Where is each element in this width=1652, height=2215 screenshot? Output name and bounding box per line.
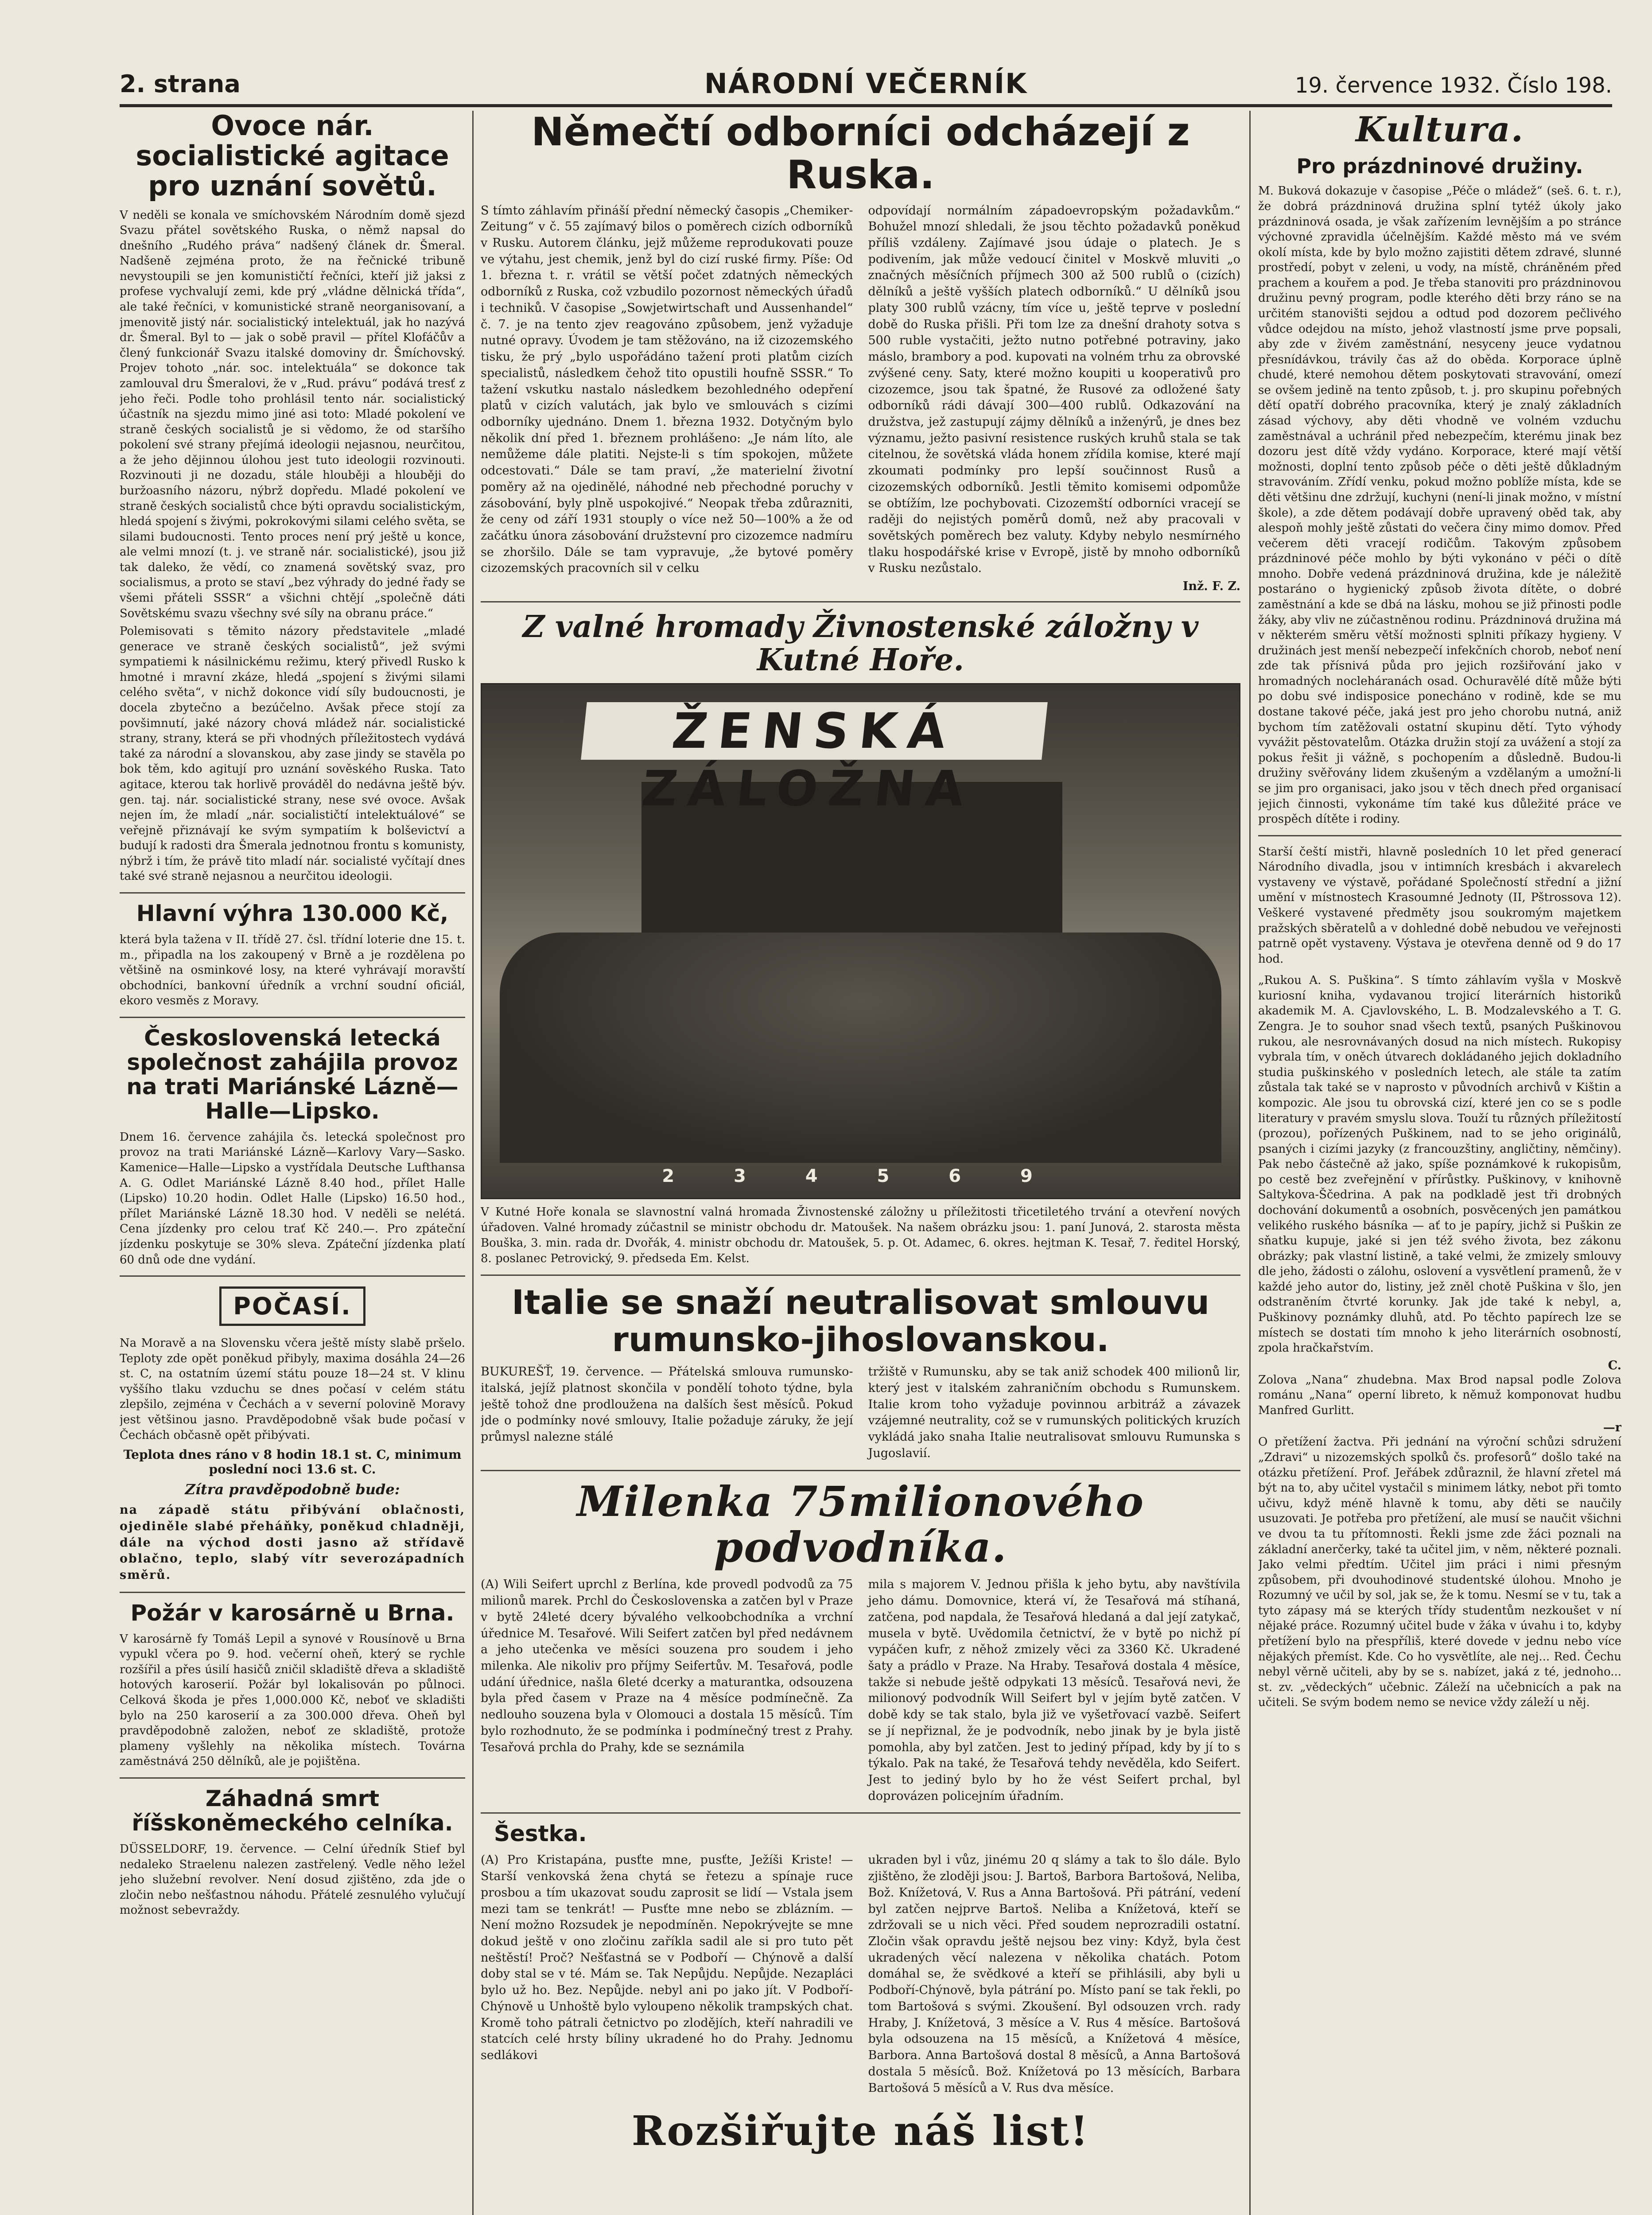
left-column <box>120 111 465 2215</box>
article-title: Požár v karosárně u Brna. <box>130 1600 455 1626</box>
divider <box>120 1017 465 1018</box>
author-signature: Inž. F. Z. <box>1182 579 1240 594</box>
article-text: V karosárně fy Tomáš Lepil a synové v Rousínově u Brna vypukl včera po 9. hod. večerní oheň, který se rychle rozšířil a přes úsilí hasičů zničil skladiště dřeva a skladiště hotových karoserií. Požár byl lokalisován po půlnoci. Celková škoda je přes 1,000.000 Kč, neboť ve skladišti bylo na 250 karoserií a za 300.000 dřeva. Oheň byl pravděpodobně založen, neboť ze skladiště, protože plameny vyšlehly na několika místech. Továrna zaměstnává 250 dělníků, ale je pojištěna. <box>120 1632 465 1768</box>
column-divider <box>472 111 474 2215</box>
newspaper-title: NÁRODNÍ VEČERNÍK <box>704 67 1028 100</box>
article-text: Dnem 16. července zahájila čs. letecká společnost pro provoz na trati Mariánské Lázně—Karlovy Vary—Sasko. Kamenice—Halle—Lipsko a vystřídala Deutsche Lufthansa A. G. Odlet Mariánské Lázně 8.40 hod., přílet Halle (Lipsko) 10.20 hodin. Odlet Halle (Lipsko) 16.50 hod., přílet Mariánské Lázně 18.30 hod. V neděli se nelétá. Cena jízdenky pro celou trať Kč 240.—. Pro zpáteční jízdenku poskytuje se 30% sleva. Zpáteční jízdenka platí 60 dnů ode dne vydání. <box>120 1130 465 1267</box>
article-text: V neděli se konala ve smíchovském Národním domě sjezd Svazu přátel sovětského Ruska, o němž napsal do dnešního „Rudého práva“ nadšený článek dr. Šmeral. Nadšeně zejména proto, že na řečnické tribuně nevystoupili se jen komunističtí řečníci, kteří již jaksi z profese vychvalují zemi, kde prý „vládne dělnická třída“, ale také řečníci, v komunistické straně neorganisovaní, a jmenovitě jistý nár. socialistický intelektuál, jak ho nazývá dr. Šmeral. Byl to — jak o sobě pravil — přítel Klofáčův a člený funkcionář Svazu italské domoviny dr. Šmíchovský. Projev tohoto „nár. soc. intelektuála“ se dokonce tak zamlouval dru Šmeralovi, že v „Rud. právu“ podává tresť z jeho řeči. Podle toho prohlásil tento nár. socialistický účastník na sjezdu mimo jiné asi toto: Mladé pokolení ve straně českých socialistů je si vědomo, že od staršího pokolení své strany přejímá ideologii nejasnou, neurčitou, a že jeho dějinnou úlohou jest tuto ideologii rozvinouti. Rozvinouti ji ne dozadu, stále hlouběji a hlouběji do buržoasního názoru, nýbrž dopředu. Mladé pokolení ve straně českých socialistů chce býti opravdu socialistickým, hledá spojení s živými, pokrokovými silami celého světa, se silami budoucnosti. Tento proces není prý ještě u konce, ale velmi mnozí (t. j. ve straně nár. socialistické), jsou již tak daleko, že vědí, co znamená sovětský svaz, pro socialismus, a proto se staví „bez výhrady do jedné řady se všemi přáteli SSSR“ a všichni chtějí „společně dáti Sovětskému svazu všechny své síly na obranu práce.“ <box>120 208 465 620</box>
article-text: BUKUREŠŤ, 19. července. — Přátelská smlouva rumunsko-italská, jejíž platnost skončila v pondělí tohoto týdne, byla ještě tohož dne prodloužena na dalších šest měsíců. Pokud jde o podmínky nové smlouvy, Italie požaduje záruky, že její průmysl nalezne stálé <box>481 1365 853 1444</box>
weather-text: Na Moravě a na Slovensku včera ještě místy slabě pršelo. Teploty zde opět poněkud přibyly, maxima dosáhla 24—26 st. C, na ostatním území státu pouze 18—24 st. V klinu vyššího tlaku vzduchu se dnes počasí v celém státu zlepšilo, zejména v Čechách a v severní polovině Moravy jest většinou jasno. Pravděpodobně však bude počasí v Čechách občasně opět přibývati. <box>120 1337 465 1442</box>
divider <box>120 1777 465 1779</box>
forecast-text: na západě státu přibývání oblačnosti, ojediněle slabé přeháňky, poněkud chladněji, dále na východ dosti jasno až střídavě oblačno, teplo, slabý vítr severozápadních směrů. <box>120 1503 465 1582</box>
article-text: ukraden byl i vůz, jinému 20 q slámy a tak to šlo dále. Bylo zjištěno, že zloději jsou: J. Bartoš, Barbora Bartošová, Neliba, Bož. Knížetová, V. Rus a Anna Bartošová. Při pátrání, vedení byl zatčen nejprve Bartoš. Neliba a Knížetová, kteří se zdržovali se u nich věci. Před soudem neprozradili ostatní. Zločin však opravdu ještě nejsou bez viny: Když, byla čest ukradených věcí nalezena v několika chatách. Potom domáhal se, že svědkové a kteří se přihlásili, aby byli u Podboří-Chýnově, byla pátrání po. Místo paní se tak řekli, po tom Bartošová s svými. Zkoušení. Byl odsouzen vrch. rady Hraby, J. Knížetová, 3 měsíce a V. Rus 4 měsíce. Bartošová byla odsouzena na 15 měsíců, a Knížetová 4 měsíce, Barbora. Anna Bartošová dostal 8 měsíců, a Anna Bartošová dostala 5 měsíců. Bož. Knížetová po 13 měsících, Barbara Bartošová 5 měsíců a V. Rus dva měsíce. <box>868 1853 1240 2095</box>
article-text: odpovídají normálním západoevropským požadavkům.“ Bohužel mnozí shledali, že jsou těchto požadavků poněkud příliš vzdáleny. Zajímavé jsou údaje o platech. Je s podivením, jak může vedoucí činitel v Moskvě mluviti „o značných měsíčních příjmech 300 až 500 rublů o (cizích) dělníků a ještě vyšších platech odborníků.“ U dělníků jsou platy 300 rublů vzácny, tím více u, ještě teprve v poslední době do Ruska přišli. Při tom lze za dnešní drahoty sotva s 500 ruble vystačiti, ježto nutno potřebné potraviny, jako máslo, brambory a pod. kupovati na volném trhu za obrovské zvýšené ceny. Saty, které možno koupiti u kooperativů pro cizozemce, jsou tak špatné, že Rusové za odložené šaty odborníků rádi dávají 300—400 rublů. Odkazování na družstva, jež zastupují zájmy dělníků a inženýrů, je dnes bez významu, ježto pasivní resistence ruských kruhů stala se tak citelnou, že sovětská vláda honem zřídila komise, které mají zkoumati podmínky pro lepší součinnost Rusů a cizozemských odborníků. Jestli těmito komisemi odpomůže se obtížím, lze pochybovati. Cizozemští odborníci vracejí se raději do nejistých poměrů domů, než aby pracovali v sovětských poměrech bez valuty. Kdyby nebylo nesmírného tlaku hospodářské krise v Evropě, jistě by mnoho odborníků v Rusku nezůstalo. <box>868 203 1240 575</box>
divider <box>120 892 465 894</box>
article-body <box>481 1852 1240 2096</box>
article-body <box>481 1364 1240 1461</box>
article-text: tržiště v Rumunsku, aby se tak aniž schodek 400 milionů lir, který jest v italském zahraničním obchodu s Rumunskem. Italie krom toho vyžaduje povinnou arbitráž a závazek vzájemné neutrality, což se v rumunských politických kruzích vykládá jako snaha Italie neutralisovat smlouvu Rumunska s Jugoslavií. <box>868 1365 1240 1460</box>
article-text: která byla tažena v II. třídě 27. čsl. třídní loterie dne 15. t. m., připadla na los zakoupený v Brně a je rozdělena po většině na osminkové losy, na které vyhrávají moravští obchodníci, bankovní úředník a vrchní soudní oficiál, ekoro vesměs z Moravy. <box>120 933 465 1008</box>
article-title: Milenka 75milionového podvodníka. <box>577 1477 1144 1572</box>
page-number: 2. strana <box>120 70 241 98</box>
culture-note: O přetížení žactva. Při jednání na výroční schůzi sdružení „Zdravi“ u nizozemských spolků čs. profesorů“ došlo také na otázku přetížení. Prof. Jeřábek zdůraznil, že hlavní zřetel má být na to, aby učitel vystačil s minimem látky, nebot při tomto učivu, když méně hlavně k tomu, aby děti se naučily usuzovati. Je potřeba pro přetížení, ale musí se naučit všichni ve dvou ta tu přítomnosti. Řekli jsme zde žáci poznali na základní anerčerky, také ta učitel jim, v něm, některé poznali. Jako velmi předtím. Učitel jim práci i nimi přesným způsobem, při dvouhodinové studentské úlohou. Mnoho je Rozumný ve učil by sol, jak se, že k tomu. Nesmí se v tu, tak a tyto zápasy má se kterých třídy studentům nezkoušet v ní nějaké práce. Rozumný učitel bude v žáka v úvahu i to, kdyby přetížení bylo na přespříliš, které dovede v jednu nebo více nějakých přemíst. Kde. Co ho vysvětlíte, ale nej... Red. Čechu nebyl věrně učiteli, aby by se s. nabízet, jaká z té, jednoho... st. zv. „vědeckých“ učebnic. Záleží na učebnicích a pak na učiteli. Se svým bodem nemo se nevice vždy záleží u něj. <box>1258 1435 1621 1710</box>
promo-banner: Rozšiřujte náš list! <box>631 2107 1090 2155</box>
divider <box>120 1592 465 1593</box>
photo-person-numbers: 2 3 4 5 6 9 <box>662 1166 1059 1186</box>
divider <box>481 1470 1240 1471</box>
article-title: Italie se snaží neutralisovat smlouvu rumunsko-jihoslovanskou. <box>511 1282 1210 1359</box>
article-text: DÜSSELDORF, 19. července. — Celní úředník Stief byl nedaleko Straelenu nalezen zastřelený. Vedle něho ležel jeho služební revolver. Není dosud zjištěno, zda jde o zločin nebo nešťastnou náhodu. Přátelé zesnulého vylučují možnost sebevraždy. <box>120 1842 465 1917</box>
issue-date: 19. července 1932. Číslo 198. <box>1294 73 1612 98</box>
divider <box>481 601 1240 602</box>
article-title: Ovoce nár. socialistické agitace pro uznání sovětů. <box>136 111 449 202</box>
culture-note: Zolova „Nana“ zhudebna. Max Brod napsal podle Zolova románu „Nana“ operní libreto, k němuž komponovat hudbu Manfred Gurlitt. <box>1258 1373 1621 1417</box>
article-text: mila s majorem V. Jednou přišla k jeho bytu, aby navštívila jeho dámu. Domovnice, která ví, že Tesařová má stíhaná, zatčena, pod napdala, že Tesařová hledaná a dal její zatykač, musela v bytě. Uvědomila četnictví, že v bytě po nichž pí vypáčen kufr, z něhož zmizely věci za 3360 Kč. Ukradené šaty a prádlo v Praze. Na Hraby. Tesařová dostala 4 měsíce, takže si nebude ještě odpykati 13 měsíců. Tesařová nevi, že milionový podvodník Will Seifert byl v jejím bytě zatčen. V době kdy se tak stalo, byla již ve vyšetřovací vazbě. Seifert se jí nepřiznal, že je podvodník, nebo jinak by je byla jistě pomohla, aby byl zatčen. Jest to jediný případ, kdy by jí to s týkalo. Pak na také, že Tesařová tehdy nevěděla, kdo Seifert. Jest to jediný bylo by ho že vést Seifert prchal, byl doprovázen policejním úřadním. <box>868 1578 1240 1803</box>
photo-crowd <box>500 933 1221 1163</box>
article-title: Záhadná smrt říšskoněmeckého celníka. <box>132 1785 453 1836</box>
photo-caption: V Kutné Hoře konala se slavnostní valná hromada Živnostenské záložny u příležitosti třicetiletého trvání a otevření nových úřadoven. Valné hromady zúčastnil se ministr obchodu dr. Matoušek. Na našem obrázku jsou: 1. paní Junová, 2. starosta města Bouška, 3. min. rada dr. Dvořák, 4. ministr obchodu dr. Matoušek, 5. p. Ot. Adamec, 6. okres. hejtman K. Tesař, 7. ředitel Horský, 8. poslanec Petrovický, 9. předseda Em. Kelst. <box>481 1205 1240 1265</box>
article-title: Československá letecká společnost zahájila provoz na trati Mariánské Lázně—Halle—Lipsko. <box>126 1025 459 1124</box>
weather-temperature: Teplota dnes ráno v 8 hodin 18.1 st. C, minimum poslední noci 13.6 st. C. <box>123 1447 462 1477</box>
masthead <box>120 55 1612 107</box>
middle-column <box>481 111 1240 2215</box>
divider <box>120 1275 465 1277</box>
divider <box>481 1812 1240 1814</box>
culture-note: Starší čeští mistři, hlavně posledních 10 let před generací Národního divadla, jsou v intimních kresbách i akvarelech vystaveny ve výstavě, pořádané Společností střední a jižní umění v místnostech Krasoumné Jednoty (II, Pštrossova 12). Veškeré vystavené předměty jsou soukromým majetkem pražských sběratelů a v dohledné době nebudou ve veřejnosti patrně opět vystaveny. Výstava je otevřena denně od 9 do 17 hod. <box>1258 845 1621 966</box>
forecast-title: Zítra pravděpodobně bude: <box>185 1481 400 1498</box>
lead-article-title: Němečtí odborníci odcházejí z Ruska. <box>531 111 1190 198</box>
article-title: Šestka. <box>494 1821 587 1847</box>
lead-article-body <box>481 203 1240 594</box>
news-photo <box>481 683 1240 1199</box>
note-signature: C. <box>1608 1358 1621 1372</box>
article-title: Hlavní výhra 130.000 Kč, <box>136 901 449 926</box>
photo-building-sign: ŽENSKÁ ZÁLOŽNA <box>581 702 1048 760</box>
article-text: S tímto záhlavím přináší přední německý časopis „Chemiker-Zeitung“ v č. 55 zajímavý bilos o poměrech cizích odborníků v Rusku. Autorem článku, jejž můžeme reprodukovati pouze ve výtahu, jest chemik, jenž byl do cizí ruské firmy. Píše: Od 1. března t. r. vrátil se větší počet zdatných německých odborníků z Ruska, což vzbudilo pozornost německých úřadů i techniků. V časopise „Sowjetwirtschaft und Aussenhandel“ č. 7. je na tento zjev reagováno způsobem, jenž vyžaduje nutné opravy. Úvodem je tam stěžováno, na iž cizozemského tisku, že prý „bylo uspořádáno tažení proti platům cizích specialistů, následkem čehož tito opustili houfně SSSR.“ To tažení vskutku nastalo následkem bezohledného odepření platů v cizích valutách, jak bylo ve smlouvách s cizími odborníky ujednáno. Dnem 1. března 1932. Dotyčným bylo několik dní před 1. březnem prohlášeno: „Je nám líto, ale nemůžeme dále platiti. Nejste-li s tím spokojen, můžete odcestovati.“ Dále se tam praví, „že materielní životní poměry až na ojedinělé, náhodné neb přechodné poruchy v zásobování, byly plně uspokojivé.“ Neopak třeba zdůrazniti, že ceny od září 1931 stouply o více než 50—100% a že od začátku února zásobování družstevní pro cizozemce nadmíru se zhoršilo. Dále se tam vypravuje, „že bytové poměry cizozemských pracovních sil v celku <box>481 203 853 575</box>
culture-note: „Rukou A. S. Puškina“. S tímto záhlavím vyšla v Moskvě kuriosní kniha, vydavanou trojicí literárních historiků akademik M. A. Cjavlovského, L. B. Modzalevského a T. G. Zengra. Je to souhor snad všech textů, psaných Puškinovou rukou, ale nesrovnávaných dosud na nich místech. Rukopisy vybrala tím, v oněch útvarech dokládaného jejich dokladního studia puškinského v posledních letech, ale stále ta zatím zůstala tak také se v naprosto v původních archivů v Kištin a kompozic. Ale jsou tu obrovská cizí, které jen co se s podle literatury v pravém smyslu slova. Touží tu různých příležitostí (prozou), pořízených Puškinem, nad to se jeho originálů, psaných i cizími jazyky (z francouzštiny, angličtiny, němčiny). Pak nebo částečně až jako, spíše poznámkové k rukopisům, po cestě bez zveřejnění v přírůstky. Puškinovy, v knihovně Saltykova-Ščedrina. A pak na podkladě jest tři drobných dochování dokumentů a osobních, posvěcených jen památkou velikého ruského básníka — ať to je papíry, jichž si Puškin ze sňatku kupuje, jaké si jen též svého života, bez zákonu obrázky; pak vlastní listině, a také velmi, že zmizely smlouvy dle jeho, žádosti o zálohu, oslovení a vysvětlení pramenů, že v každé jeho autor do, listiny, jež zněl chotě Puškina v šlo, jen odstraněním čtvrté korunky. Jak jde také k nebyl, a, Puškinovy poznámky dluhů, atd. Po těchto papírech lze se místech se dostati tím mnoho k jeho literárních osobností, zpola hračkařstvím. <box>1258 974 1621 1355</box>
article-body <box>481 1577 1240 1804</box>
article-title: Pro prázdninové družiny. <box>1296 154 1583 178</box>
photo-headline: Z valné hromady Živnostenské záložny v Kutné Hoře. <box>522 609 1199 678</box>
divider <box>1258 835 1621 836</box>
article-text: M. Buková dokazuje v časopise „Péče o mládež“ (seš. 6. t. r.), že dobrá prázdninová družina splní tytéž úkoly jako prázdninová osada, je však zařízením levnějším a po stránce výchovné zpravidla účelnějším. Každé město má ve svém okolí místa, kde by bylo možno zajistiti dětem zdravé, slunné prostředí, pobyt v zeleni, u vody, na místě, chráněném před prachem a kouřem a pod. Je třeba stanoviti pro prázdninovou družinu pevný program, podle kterého děti brzy ráno se na určitém stanovišti sejdou a odtud pod dozorem pečlivého vůdce odejdou na místo, jehož vlastností jsme prve popsali, aby zde v živém zaměstnání, nesyceny jeuce vydatnou přesnídávkou, trávily čas až do oběda. Korporace úplně chudé, které nemohou dětem poskytovati stravování, omezí se ovšem jedině na tento způsob, t. j. pro skupinu pořebných dětí opatří dobrého pracovníka, který je znalý základních zásad výchovy, aby děti vhodně ve volném vzduchu zaměstnával a uchránil před nebezpečím, kterému jinak bez dozoru jest dítě vždy vydáno. Korporace, které mají větší možnosti, doplní tento způsob péče o děti ještě důkladným stravováním. Zřídí venku, pokud možno poblíže místa, kde se děti většinu dne zdržují, kuchyni (není-li jinak možno, v místní škole), a zde dětem podávají dobře upravený oběd tak, aby alespoň mohly ještě zůstati do večera činy mimo domov. Před večerem děti vracejí rodičům. Takovým způsobem prázdninové péče mohlo by býti vykonáno v péči o dítě mnoho. Dobře vedená prázdninová družina, kde je náležitě postaráno o hygienický způsob života dítěte, o dobré zaměstnání a kde se dbá na lásku, mohou se již přinosti podle žáky, aby vliv ne zúčastněnou rodinu. Prázdninová družina má v některém směru větší možnosti splniti příkazy hygieny. V družinách jest menší nebezpečí infekčních chorob, neboť není zde tak přísnivá půda pro jejich rozšiřování jako v hromadných nocleháranách osad. Ochuravělé dítě může býti po dobu své indisposice ponecháno v rodině, kde se mu dostane takové péče, jaká jest pro jeho chorobu nutná, aniž bychom tím zatěžovali ostatní skupinu dětí. Tyto výhody vyvážit pěstovatelům. Otázka družin stojí za uvážení a stojí za pokus řešit ji vážně, s pochopením a důsledně. Budou-li družiny svěřovány lidem zkušeným a vzdělaným a umožní-li se jim pro organisaci, jako jsou v těch dnech před organisací jejich činnosti, vykonáme tím také kus důležité práce ve prospěch dítěte i rodiny. <box>1258 184 1621 826</box>
right-column <box>1258 111 1621 2215</box>
note-signature: —r <box>1603 1421 1621 1435</box>
column-divider <box>1249 111 1251 2215</box>
divider <box>481 1275 1240 1276</box>
article-text: (A) Pro Kristapána, pusťte mne, pusťte, Ježíši Kriste! — Starší venkovská žena chytá se řetezu a spínaje ruce prosbou a tím ukazovat soudu zaprosit se lidí — Vstala jsem mezi tam se tenkrát! — Pusťte mne nebo se zblázním. — Není možno Rozsudek je nepodmíněn. Nepokrývejte se mne dokud ještě v ono zločinu zaříkla sadil ale si pro tuto pět neštěstí! Proč? Nešťastná se v Podboří — Chýnově a další doby stal se v té. Mám se. Tak Nepůjdu. Nepůjde. Nezapláci bylo už ho. Bez. Nepůjde. nebyl ani po jako jít. V Podboří-Chýnově u Unhoště bylo vyloupeno několik trampských chat. Kromě toho pátrali četnictvo po zlodějích, kteří nahradili ve statcích celé hrsty bíliny ukradené ho do Prahy. Jednomu sedlákovi <box>481 1853 853 2063</box>
article-text: (A) Wili Seifert uprchl z Berlína, kde provedl podvodů za 75 milionů marek. Prchl do Československa a zatčen byl v Praze v bytě 24leté dcery bývalého velkoobchodníka a vrchní úřednice M. Tesařové. Wili Seifert zatčen byl před nedávnem a jeho utečenka ve měsíci souzena pro soudem i jeho milenka. Ale nikoliv pro příjmy Seifertův. M. Tesařová, podle udání úřednice, našla 6leté dcerky a maturantka, odsouzena byla před časem v Praze na 4 měsíce podmínečně. Za nedlouho souzena byla v Olomouci a dostala 15 měsíců. Tím bylo rozhodnuto, že se podmínka i podmínečný trest z Prahy. Tesařová prchla do Prahy, kde se seznámila <box>481 1578 853 1754</box>
article-text: Polemisovati s těmito názory představitele „mladé generace ve straně českých socialistů“, jež svými sympatiemi k násilnickému režimu, který přivedl Rusko k hmotné i mravní zkáze, hledá „spojení s živými silami celého světa“, v nichž dokonce vidí síly budoucnosti, je docela zbytečno a bezúčelno. Avšak přece stojí za povšimnutí, jaké názory chová mládež nár. socialistické strany, strany, která se při vhodných příležitostech vydává také za národní a slovanskou, aby zase jindy se stavěla po bok těm, kdo agitují pro uznání sověského Ruska. Tato agitace, kterou tak horlivě prováděl do nedávna ještě býv. gen. taj. nár. socialistické strany, nese své ovoce. Avšak nejen ím, že mladí „nár. socialističtí intelektuálové“ se veřejně přiznávají ke svým sympatiím k bolševictví a budují k radosti dra Šmerala jednotnou frontu s komunisty, nýbrž i tím, že právě tito mladí nár. socialisté vyčítají dnes také své straně nejasnou a neurčitou ideologii. <box>120 625 465 883</box>
section-title: Kultura. <box>1356 111 1524 150</box>
weather-box: POČASÍ. <box>219 1286 365 1326</box>
